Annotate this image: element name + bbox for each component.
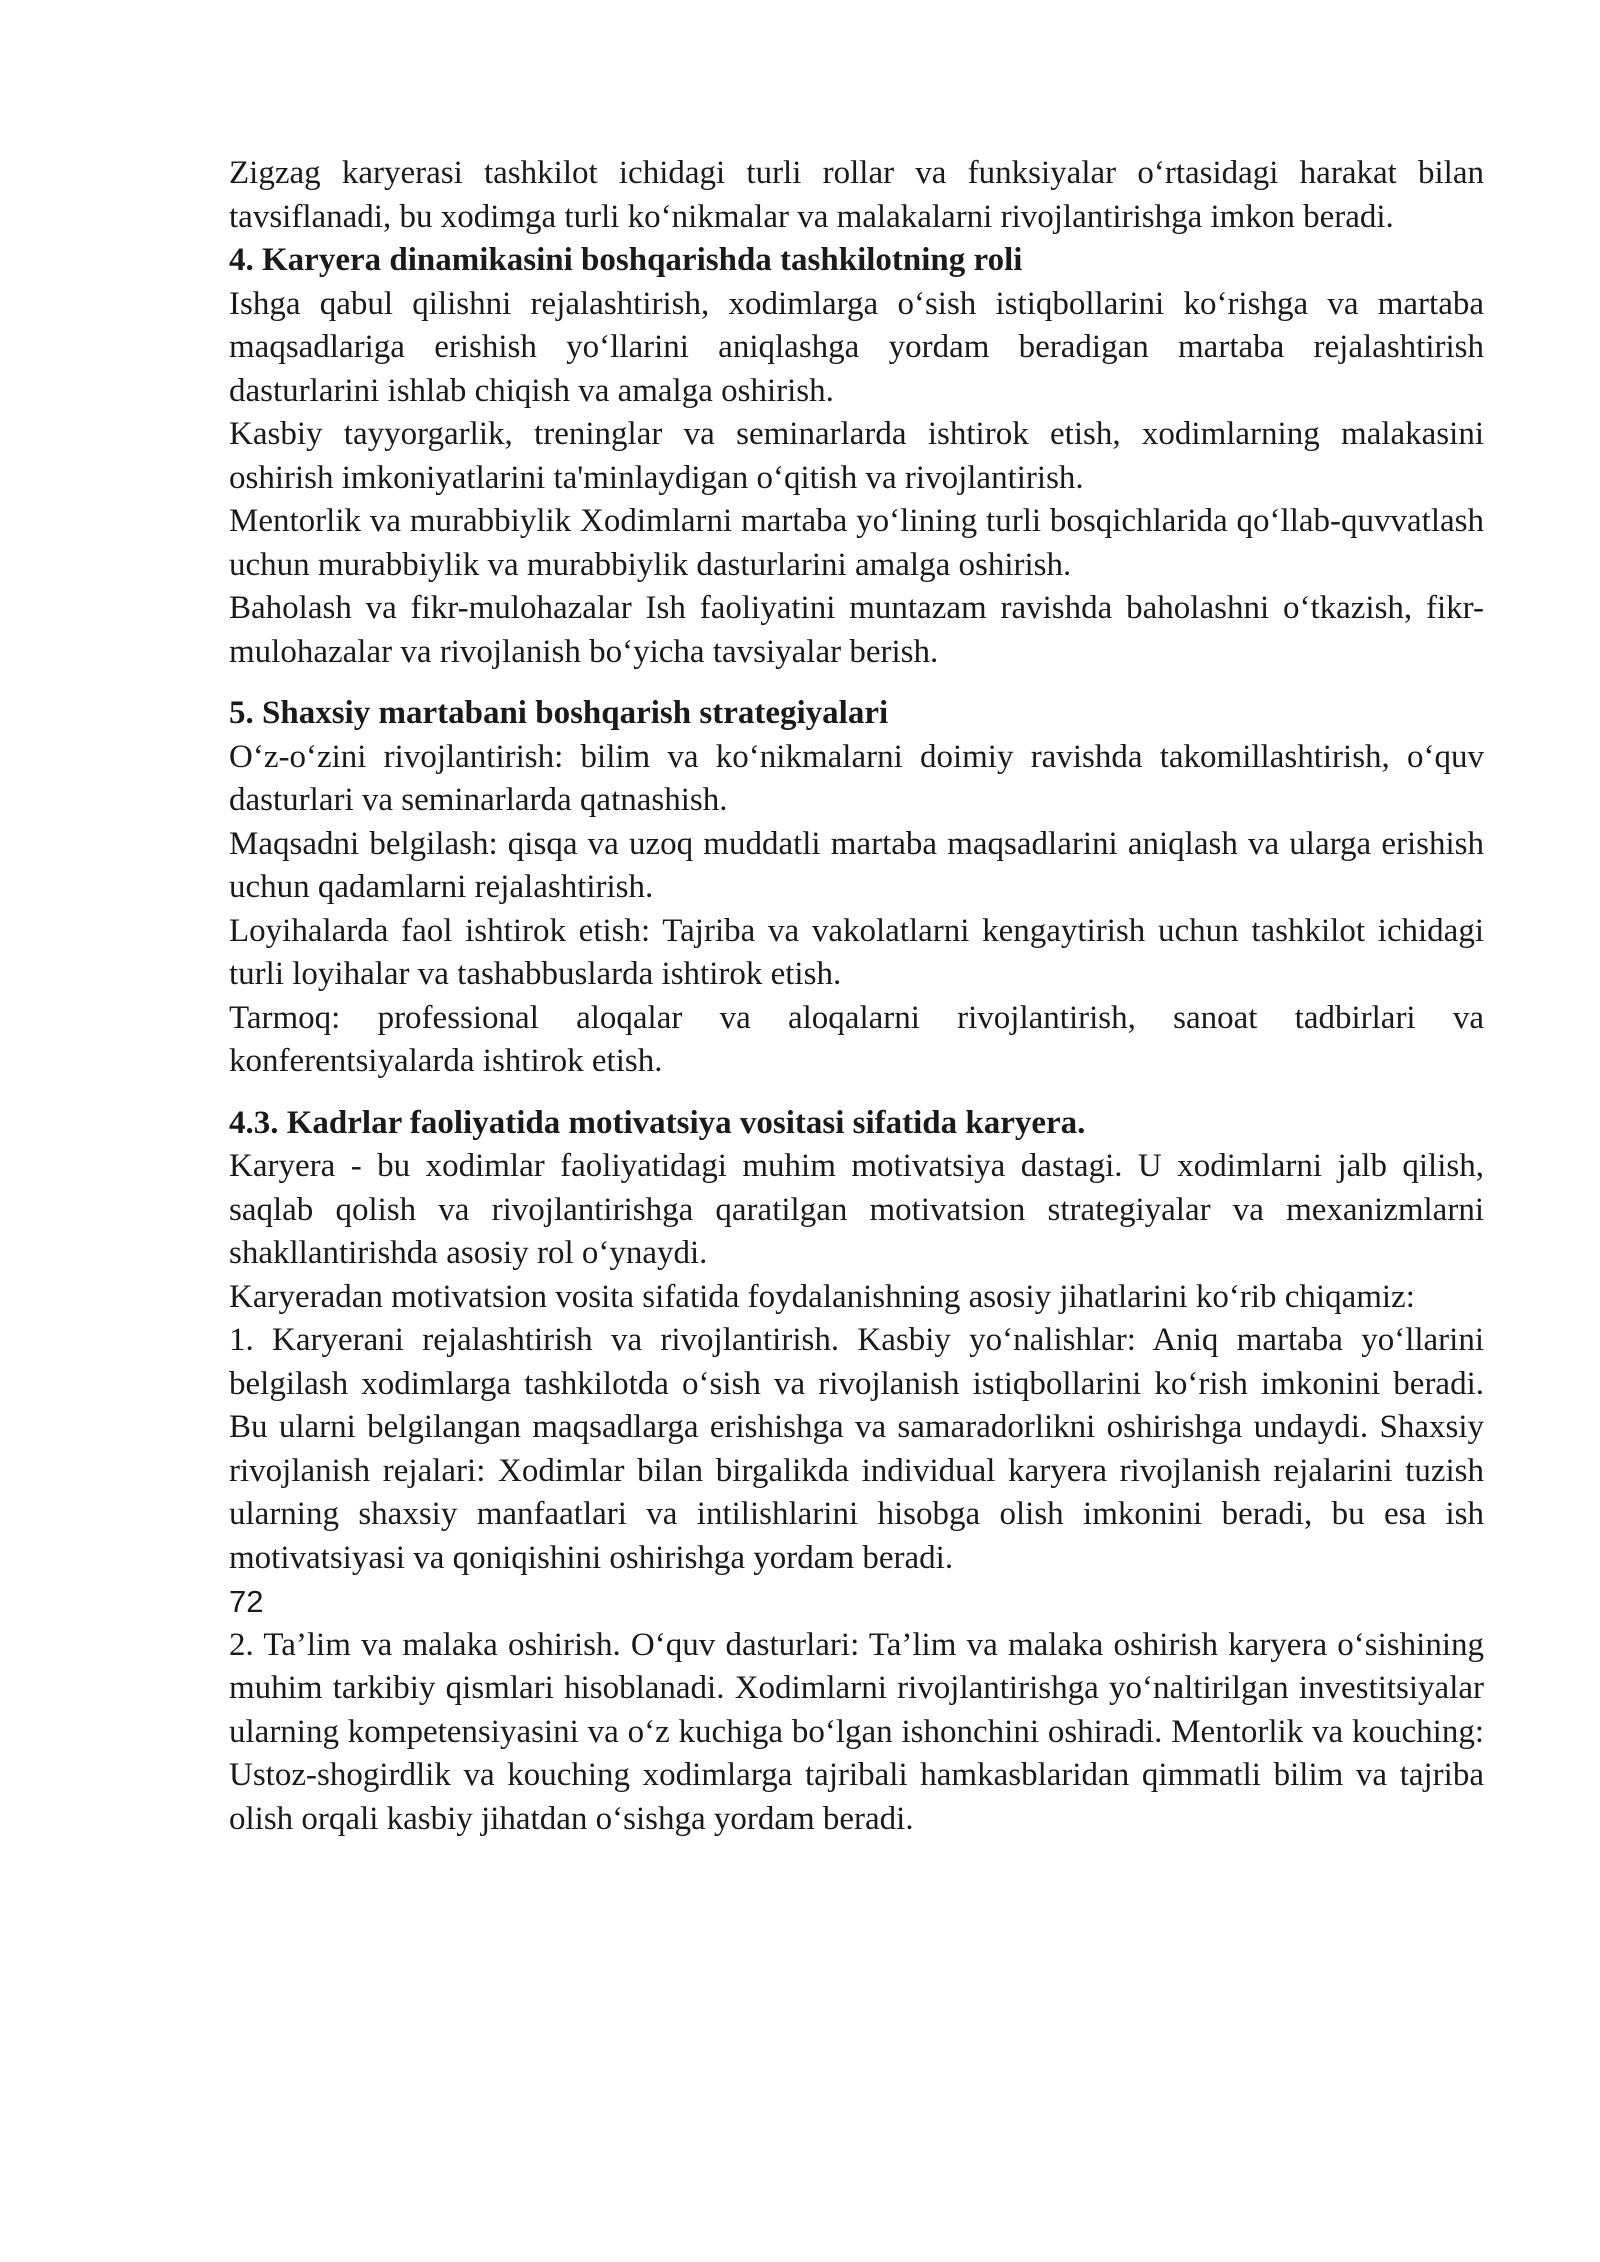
- paragraph-zigzag: Zigzag karyerasi tashkilot ichidagi turli rollar va funksiyalar o‘rtasidagi harakat bilan tavsiflanadi, bu xodimga turli ko‘nikmalar va malakalarni rivojlantirishga imkon beradi.: [229, 155, 1484, 235]
- section-4-item: Kasbiy tayyorgarlik, treninglar va seminarlarda ishtirok etish, xodimlarning malakasini oshirish imkoniyatlarini ta'minlaydigan o‘qitish va rivojlantirish.: [229, 416, 1484, 496]
- section-5-item: Maqsadni belgilash: qisqa va uzoq muddatli martaba maqsadlarini aniqlash va ularga erishish uchun qadamlarni rejalashtirish.: [229, 825, 1484, 905]
- page-number: 72: [229, 1584, 264, 1619]
- section-4-heading: 4. Karyera dinamikasini boshqarishda tashkilotning roli: [229, 242, 1023, 278]
- section-5-item: Tarmoq: professional aloqalar va aloqalarni rivojlantirish, sanoat tadbirlari va konferentsiyalarda ishtirok etish.: [229, 999, 1484, 1079]
- section-5-item: Loyihalarda faol ishtirok etish: Tajriba va vakolatlarni kengaytirish uchun tashkilot ichidagi turli loyihalar va tashabbuslarda ishtirok etish.: [229, 912, 1484, 992]
- section-4-3-paragraph: Karyera - bu xodimlar faoliyatidagi muhim motivatsiya dastagi. U xodimlarni jalb qilish, saqlab qolish va rivojlantirishga qaratilgan motivatsion strategiyalar va mexanizmlarni shakllantirishda asosiy rol o‘ynaydi.: [229, 1148, 1484, 1271]
- section-4-3-paragraph: 1. Karyerani rejalashtirish va rivojlantirish. Kasbiy yo‘nalishlar: Aniq martaba yo‘llarini belgilash xodimlarga tashkilotda o‘sish va rivojlanish istiqbollarini ko‘rish imkonini beradi. Bu ularni belgilangan maqsadlarga erishishga va samaradorlikni oshirishga undaydi. Shaxsiy rivojlanish rejalari: Xodimlar bilan birgalikda individual karyera rivojlanish rejalarini tuzish ularning shaxsiy manfaatlari va intilishlarini hisobga olish imkonini beradi, bu esa ish motivatsiyasi va qoniqishini oshirishga yordam beradi.: [229, 1322, 1484, 1576]
- section-4-item: Baholash va fikr-mulohazalar Ish faoliyatini muntazam ravishda baholashni o‘tkazish, fikr-mulohazalar va rivojlanish bo‘yicha tavsiyalar berish.: [229, 590, 1484, 670]
- section-5-item: O‘z-o‘zini rivojlantirish: bilim va ko‘nikmalarni doimiy ravishda takomillashtirish, o‘quv dasturlari va seminarlarda qatnashish.: [229, 738, 1484, 818]
- paragraph-education: 2. Ta’lim va malaka oshirish. O‘quv dasturlari: Ta’lim va malaka oshirish karyera o‘sishining muhim tarkibiy qismlari hisoblanadi. Xodimlarni rivojlantirishga yo‘naltirilgan investitsiyalar ularning kompetensiyasini va o‘z kuchiga bo‘lgan ishonchini oshiradi. Mentorlik va kouching: Ustoz-shogirdlik va kouching xodimlarga tajribali hamkasblaridan qimmatli bilim va tajriba olish orqali kasbiy jihatdan o‘sishga yordam beradi.: [229, 1626, 1484, 1837]
- section-4-item: Ishga qabul qilishni rejalashtirish, xodimlarga o‘sish istiqbollarini ko‘rishga va martaba maqsadlariga erishish yo‘llarini aniqlashga yordam beradigan martaba rejalashtirish dasturlarini ishlab chiqish va amalga oshirish.: [229, 285, 1484, 409]
- section-5-heading: 5. Shaxsiy martabani boshqarish strategiyalari: [229, 695, 889, 731]
- section-4-item: Mentorlik va murabbiylik Xodimlarni martaba yo‘lining turli bosqichlarida qo‘llab-quvvatlash uchun murabbiylik va murabbiylik dasturlarini amalga oshirish.: [229, 503, 1484, 583]
- document-page: [229, 152, 1484, 1841]
- section-4-3-paragraph: Karyeradan motivatsion vosita sifatida foydalanishning asosiy jihatlarini ko‘rib chiqamiz:: [229, 1278, 1415, 1315]
- section-4-3-heading: 4.3. Kadrlar faoliyatida motivatsiya vositasi sifatida karyera.: [229, 1104, 1086, 1141]
